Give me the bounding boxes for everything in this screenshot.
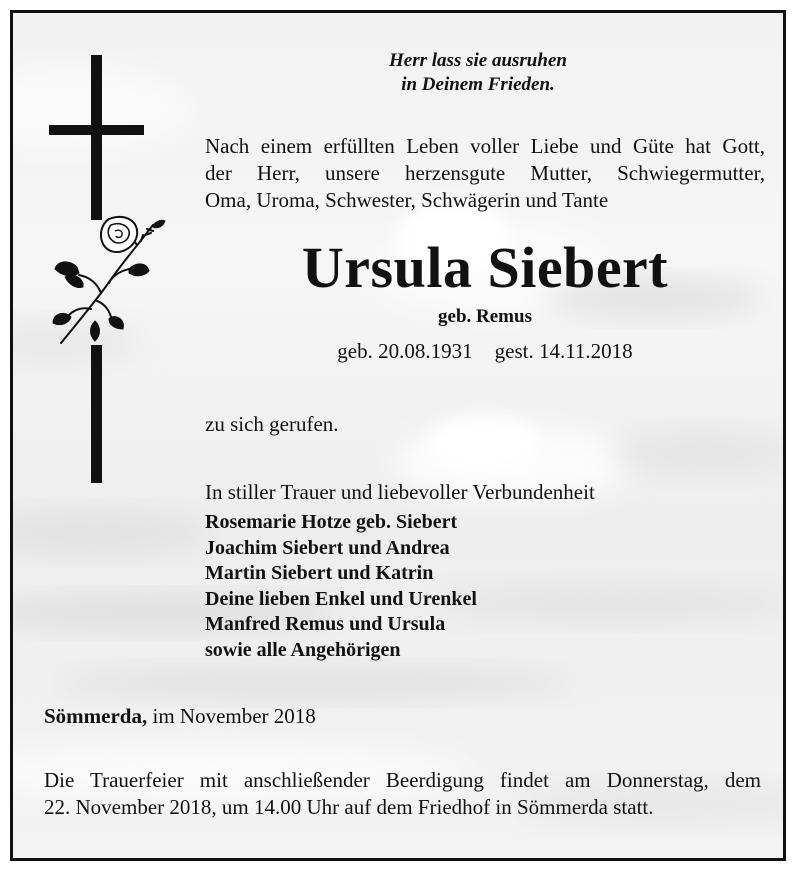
birth-date: geb. 20.08.1931 xyxy=(337,339,473,363)
death-date: gest. 14.11.2018 xyxy=(494,339,633,363)
called-home-text: zu sich gerufen. xyxy=(205,412,339,436)
motto-line: Herr lass sie ausruhen xyxy=(389,50,567,71)
funeral-info xyxy=(44,767,761,821)
life-dates xyxy=(205,337,765,365)
intro-line: Nach einem erfüllten Leben voller Liebe und Güte hat Gott, xyxy=(205,134,765,158)
intro-line: der Herr, unsere herzensgute Mutter, Schwiegermutter, xyxy=(205,161,765,185)
cross-stem xyxy=(91,345,102,483)
place-date xyxy=(44,703,316,729)
motto-line: in Deinem Frieden. xyxy=(401,74,555,95)
place: Sömmerda, xyxy=(44,704,148,728)
mourner: Deine lieben Enkel und Urenkel xyxy=(205,587,477,610)
obituary-notice xyxy=(10,10,786,861)
mourners-list xyxy=(205,510,477,663)
mourner: Manfred Remus und Ursula xyxy=(205,613,446,635)
rose-icon xyxy=(49,211,169,351)
date: im November 2018 xyxy=(152,704,316,728)
deceased-name: Ursula Siebert xyxy=(301,235,669,300)
funeral-line: Die Trauerfeier mit anschließender Beerdigung findet am Donnerstag, dem xyxy=(44,768,761,792)
mourner: Joachim Siebert und Andrea xyxy=(205,536,450,559)
mourner: Rosemarie Hotze geb. Siebert xyxy=(205,511,458,533)
cross-icon xyxy=(91,55,102,220)
intro-text xyxy=(205,133,765,214)
cross-bar xyxy=(49,125,144,135)
intro-line: Oma, Uroma, Schwester, Schwägerin und Tante xyxy=(205,188,609,212)
mourner: Martin Siebert und Katrin xyxy=(205,562,434,584)
funeral-line: 22. November 2018, um 14.00 Uhr auf dem Friedhof in Sömmerda statt. xyxy=(44,795,654,819)
birth-name: geb. Remus xyxy=(438,306,532,327)
motto xyxy=(333,49,623,97)
mourning-line: In stiller Trauer und liebevoller Verbundenheit xyxy=(205,480,595,504)
mourner: sowie alle Angehörigen xyxy=(205,638,401,661)
